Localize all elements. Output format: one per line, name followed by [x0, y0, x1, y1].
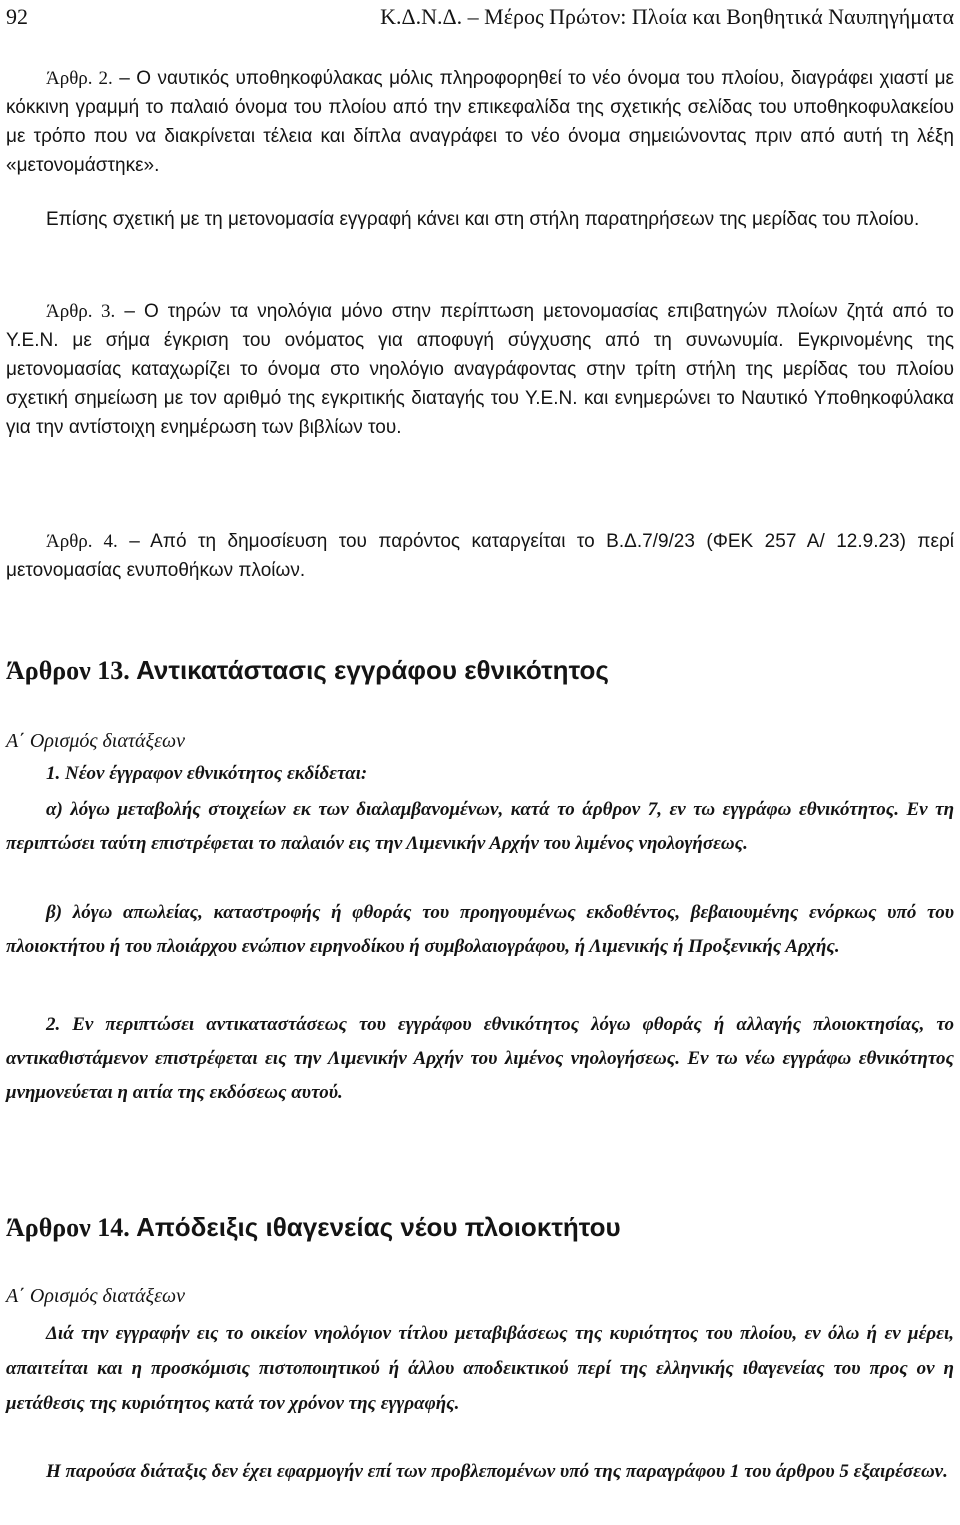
article13-heading — [6, 652, 954, 689]
article14-paragraph-2: Η παρούσα διάταξις δεν έχει εφαρμογήν επί των προβλεπομένων υπό της παραγράφου 1 του άρθρου 5 εξαιρέσεων. — [46, 1461, 948, 1482]
art2-paragraph-2 — [6, 205, 954, 234]
article13-item-1: 1. Νέον έγγραφον εθνικότητος εκδίδεται: — [46, 763, 368, 784]
art4-label: Άρθρ. 4. — [46, 531, 118, 552]
art4-text: – Από τη δημοσίευση του παρόντος καταργείται το Β.Δ.7/9/23 (ΦΕΚ 257 Α/ 12.9.23) περί μετονομασίας ενυποθήκων πλοίων. — [6, 531, 955, 581]
article14-heading — [6, 1209, 954, 1246]
page-number: 92 — [6, 4, 28, 29]
art2-paragraph-1 — [6, 64, 954, 180]
article13-title: Αντικατάστασις εγγράφου εθνικότητος — [136, 655, 609, 685]
art3-text: – Ο τηρών τα νηολόγια μόνο στην περίπτωση μετονομασίας επιβατηγών πλοίων ζητά από το Υ.Ε.Ν. με σήμα έγκριση του ονόματος για αποφυγή σύγχυσης από τη συνωνυμία. Εγκρινομένης της μετονομασίας καταχωρίζει το όνομα στο νηολόγιο αναγράφοντας στην τρίτη στήλη της μερίδας του πλοίου σχετική σημείωση με τον αριθμό της εγκριτικής διαταγής του Υ.Ε.Ν. και ενημερώνει το Ναυτικό Υποθηκοφύλακα για την αντίστοιχη ενημέρωση των βιβλίων του. — [6, 301, 954, 438]
article13-item-a: α) λόγω μεταβολής στοιχείων εκ των διαλαμβανομένων, κατά το άρθρον 7, εν τω εγγράφω εθνικότητος. Εν τη περιπτώσει ταύτη επιστρέφεται το παλαιόν εις την Λιμενικήν Αρχήν του λιμένος νηολογήσεως. — [6, 799, 954, 854]
article14-section: Α΄ Ορισμός διατάξεων — [6, 1285, 185, 1307]
article14-label: Άρθρον 14. — [6, 1213, 130, 1242]
art2-label: Άρθρ. 2. — [46, 68, 113, 89]
article14-paragraph-1: Διά την εγγραφήν εις το οικείον νηολόγιον τίτλου μεταβιβάσεως της κυριότητος του πλοίου, εν όλω ή εν μέρει, απαιτείται και η προσκόμισις πιστοποιητικού ή άλλου αποδεικτικού περί της ελληνικής ιθαγενείας του προς ον η μετάθεσις της κυριότητος κατά τον χρόνον της εγγραφής. — [6, 1323, 954, 1414]
article13-label: Άρθρον 13. — [6, 656, 130, 685]
art2-text-2: Επίσης σχετική με τη μετονομασία εγγραφή κάνει και στη στήλη παρατηρήσεων της μερίδας του πλοίου. — [46, 209, 920, 230]
article13-section: Α΄ Ορισμός διατάξεων — [6, 730, 185, 752]
page-header — [6, 0, 954, 36]
article13-item-2: 2. Εν περιπτώσει αντικαταστάσεως του εγγράφου εθνικότητος λόγω φθοράς ή αλλαγής πλοιοκτησίας, το αντικαθιστάμενον επιστρέφεται εις την Λιμενικήν Αρχήν του λιμένος νηολογήσεως. Εν τω νέω εγγράφω εθνικότητος μνημονεύεται η αιτία της εκδόσεως αυτού. — [6, 1014, 954, 1103]
art3-paragraph — [6, 297, 954, 442]
art3-label: Άρθρ. 3. — [46, 301, 116, 322]
article13-item-b: β) λόγω απωλείας, καταστροφής ή φθοράς του προηγουμένως εκδοθέντος, βεβαιουμένης ενόρκως υπό του πλοιοκτήτου ή του πλοιάρχου ενώπιον ειρηνοδίκου ή συμβολαιογράφου, ή Λιμενικής ή Προξενικής Αρχής. — [6, 902, 954, 957]
running-title: Κ.Δ.Ν.Δ. – Μέρος Πρώτον: Πλοία και Βοηθητικά Ναυπηγήματα — [380, 4, 954, 29]
art2-text-1: – Ο ναυτικός υποθηκοφύλακας μόλις πληροφορηθεί το νέο όνομα του πλοίου, διαγράφει χιαστί με κόκκινη γραμμή το παλαιό όνομα του πλοίου από την επικεφαλίδα της σχετικής σελίδας του υποθηκοφυλακείου με τρόπο που να διακρίνεται τέλεια και δίπλα αναγράφει το νέο όνομα σημειώνοντας πριν από αυτή τη λέξη «μετονομάστηκε». — [6, 68, 954, 176]
art4-paragraph — [6, 527, 954, 585]
article14-title: Απόδειξις ιθαγενείας νέου πλοιοκτήτου — [136, 1212, 621, 1242]
